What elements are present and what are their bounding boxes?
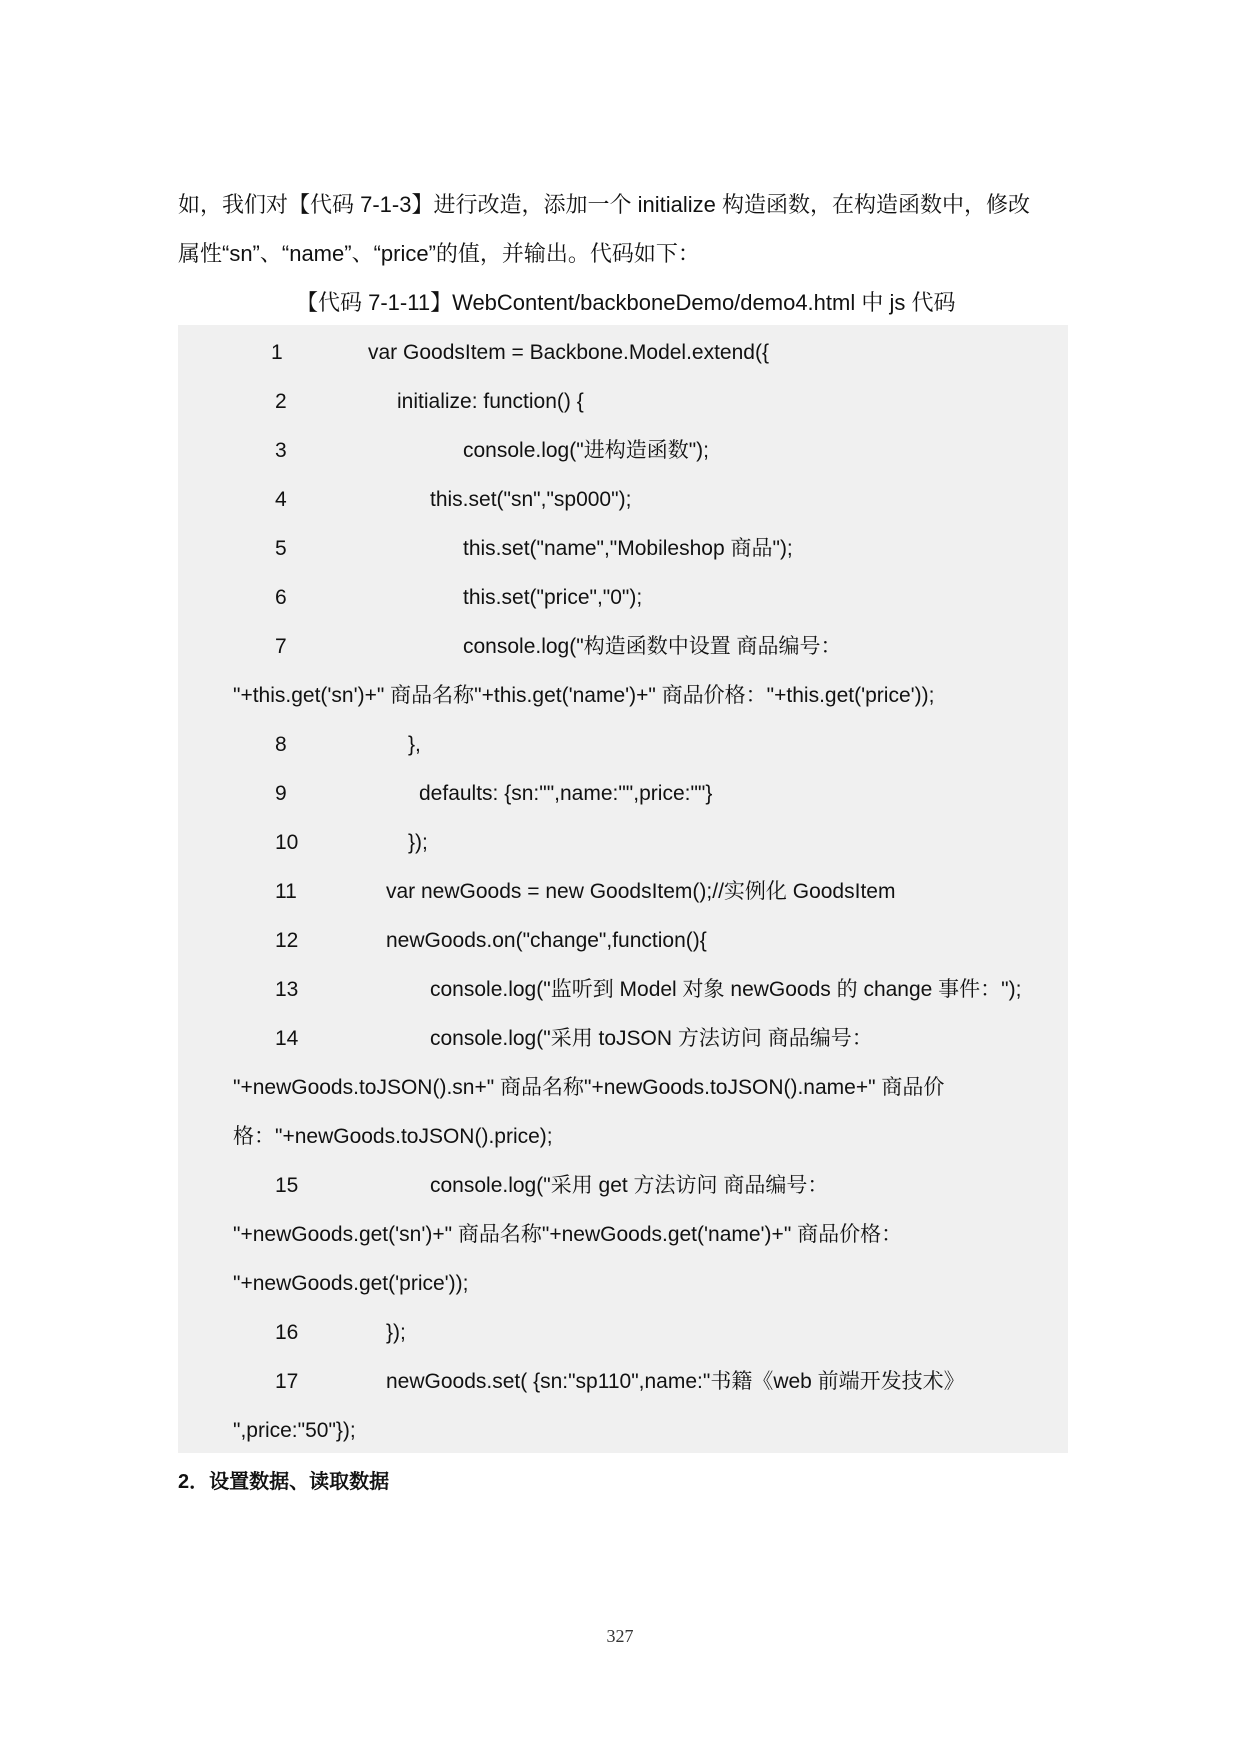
code-line: var GoodsItem = Backbone.Model.extend({: [368, 341, 769, 364]
code-line: initialize: function() {: [397, 390, 584, 413]
line-number: 17: [275, 1370, 299, 1393]
code-line-continuation: "+newGoods.get('price'));: [233, 1272, 469, 1295]
code-block: [178, 325, 1068, 1453]
line-number: 1: [271, 341, 283, 364]
page-number: 327: [606, 1626, 634, 1646]
code-line-continuation: "+newGoods.get('sn')+" 商品名称"+newGoods.get('name')+" 商品价格：: [233, 1223, 903, 1246]
intro-paragraph-line-1: 如，我们对【代码 7-1-3】进行改造，添加一个 initialize 构造函数，在构造函数中，修改: [178, 192, 1030, 217]
line-number: 9: [275, 782, 287, 805]
code-line-continuation: "+newGoods.toJSON().sn+" 商品名称"+newGoods.toJSON().name+" 商品价: [233, 1076, 945, 1099]
code-line: console.log("构造函数中设置 商品编号：: [463, 635, 842, 658]
code-line: this.set("name","Mobileshop 商品");: [463, 537, 793, 560]
code-line: this.set("price","0");: [463, 586, 643, 609]
code-line: console.log("采用 get 方法访问 商品编号：: [430, 1174, 829, 1197]
code-line: });: [386, 1321, 406, 1344]
line-number: 3: [275, 439, 287, 462]
code-line: console.log("进构造函数");: [463, 439, 709, 462]
code-line: var newGoods = new GoodsItem();//实例化 GoodsItem: [386, 880, 896, 903]
code-line-continuation: ",price:"50"});: [233, 1419, 356, 1442]
intro-paragraph-line-2: 属性“sn”、“name”、“price”的值，并输出。代码如下：: [178, 241, 700, 266]
line-number: 4: [275, 488, 287, 511]
code-caption: 【代码 7-1-11】WebContent/backboneDemo/demo4.html 中 js 代码: [296, 290, 956, 315]
code-line: });: [408, 831, 428, 854]
line-number: 13: [275, 978, 299, 1001]
code-line: newGoods.on("change",function(){: [386, 929, 707, 952]
code-line: this.set("sn","sp000");: [430, 488, 632, 511]
code-line: console.log("监听到 Model 对象 newGoods 的 change 事件：");: [430, 978, 1022, 1001]
line-number: 11: [275, 880, 297, 903]
line-number: 14: [275, 1027, 299, 1050]
code-line-continuation: "+this.get('sn')+" 商品名称"+this.get('name')+" 商品价格："+this.get('price'));: [233, 684, 935, 707]
line-number: 12: [275, 929, 299, 952]
code-line: newGoods.set( {sn:"sp110",name:"书籍《web 前端开发技术》: [386, 1370, 965, 1393]
line-number: 8: [275, 733, 287, 756]
line-number: 16: [275, 1321, 299, 1344]
line-number: 7: [275, 635, 287, 658]
line-number: 15: [275, 1174, 299, 1197]
section-heading: 2．设置数据、读取数据: [178, 1471, 390, 1493]
code-line: },: [408, 733, 421, 756]
line-number: 6: [275, 586, 287, 609]
code-line: defaults: {sn:"",name:"",price:""}: [419, 782, 713, 805]
code-line-continuation: 格："+newGoods.toJSON().price);: [233, 1125, 553, 1148]
code-line: console.log("采用 toJSON 方法访问 商品编号：: [430, 1027, 873, 1050]
line-number: 2: [275, 390, 287, 413]
line-number: 10: [275, 831, 299, 854]
line-number: 5: [275, 537, 287, 560]
